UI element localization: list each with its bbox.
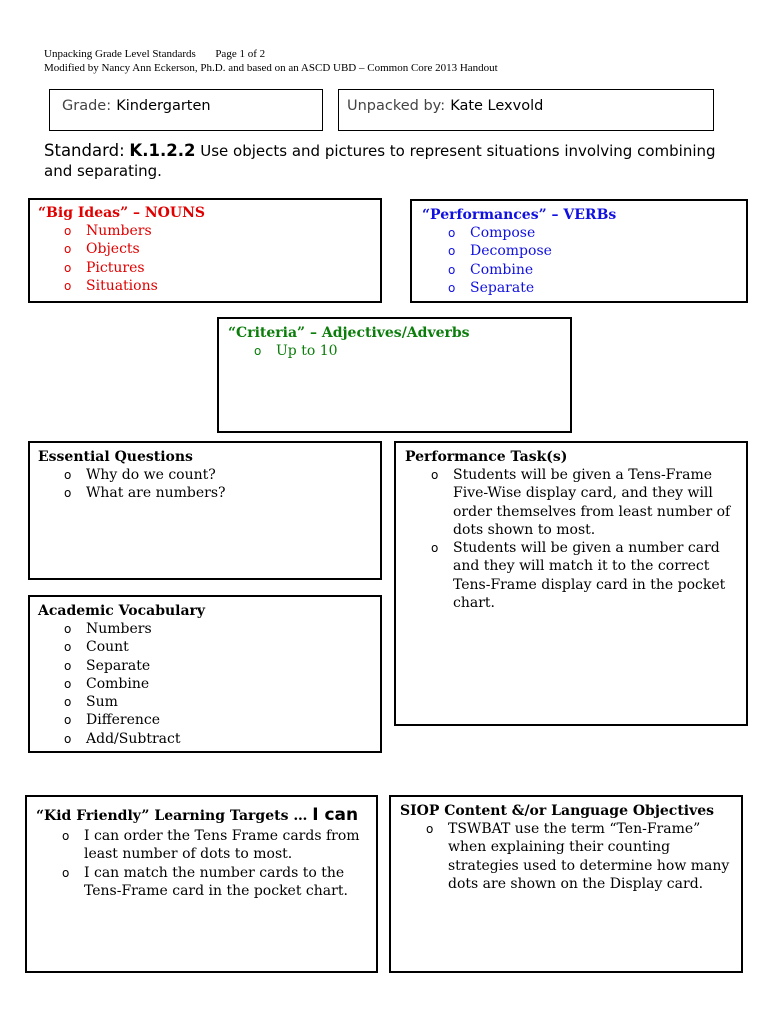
academic-vocabulary-list: [38, 620, 380, 748]
list-item: o Add/Subtract: [64, 730, 181, 747]
performance-tasks-box: [394, 441, 748, 726]
standard-text: Use objects and pictures to represent situations involving combining and separating.: [44, 142, 716, 180]
list-item: o I can order the Tens Frame cards from least number of dots to most.: [62, 828, 360, 863]
list-item: o I can match the number cards to the Tens-Frame card in the pocket chart.: [62, 864, 348, 899]
list-item: o What are numbers?: [64, 485, 226, 502]
essential-questions-title: Essential Questions: [38, 449, 193, 465]
list-item: o Difference: [64, 712, 161, 729]
document-header: [44, 47, 744, 75]
big-ideas-title: “Big Ideas” – NOUNS: [38, 205, 205, 221]
header-attribution: Modified by Nancy Ann Eckerson, Ph.D. and based on an ASCD UBD – Common Core 2013 Handout: [44, 62, 498, 74]
list-item: o Students will be given a number card and they will match it to the correct Tens-Frame display card in the pocket chart.: [431, 540, 726, 612]
criteria-box: [217, 317, 572, 433]
grade-value: Kindergarten: [116, 98, 211, 114]
grade-label: Grade:: [62, 98, 112, 114]
unpacked-by-label: Unpacked by:: [347, 98, 446, 114]
performances-box: [410, 199, 748, 303]
learning-targets-title: “Kid Friendly” Learning Targets … I can: [36, 805, 359, 825]
list-item: o Objects: [64, 241, 140, 258]
big-ideas-list: [38, 222, 380, 295]
performance-tasks-title: Performance Task(s): [405, 449, 568, 465]
list-item: o Count: [64, 639, 129, 656]
siop-list: [400, 820, 731, 893]
list-item: o Students will be given a Tens-Frame Five-Wise display card, and they will order themselves from least number of dots shown to most.: [431, 467, 731, 538]
standard-code: K.1.2.2: [129, 141, 196, 160]
essential-questions-box: [28, 441, 382, 580]
standard-statement: [44, 141, 734, 181]
list-item: o Sum: [64, 694, 118, 711]
learning-targets-list: [36, 827, 364, 900]
page-number: Page 1 of 2: [215, 48, 266, 60]
header-title: Unpacking Grade Level Standards: [44, 48, 196, 60]
unpacked-by-value: Kate Lexvold: [450, 98, 544, 114]
list-item: o Numbers: [64, 621, 152, 637]
criteria-list: [228, 342, 570, 360]
i-can-emphasis: I can: [312, 805, 359, 825]
unpacked-by-box: [338, 89, 714, 131]
academic-vocabulary-title: Academic Vocabulary: [38, 603, 206, 619]
learning-targets-box: [25, 795, 378, 973]
siop-title: SIOP Content &/or Language Objectives: [400, 803, 715, 819]
list-item: o Combine: [64, 675, 150, 692]
standard-label: Standard:: [44, 141, 125, 160]
academic-vocabulary-box: [28, 595, 382, 753]
list-item: o Pictures: [64, 259, 145, 276]
performance-tasks-list: [405, 466, 734, 612]
criteria-title: “Criteria” – Adjectives/Adverbs: [228, 325, 470, 341]
performances-title: “Performances” – VERBs: [422, 207, 617, 223]
list-item: o Separate: [64, 657, 151, 674]
big-ideas-box: [28, 198, 382, 303]
list-item: o Combine: [448, 261, 534, 278]
list-item: o Up to 10: [254, 343, 338, 359]
siop-objectives-box: [389, 795, 743, 973]
list-item: o Numbers: [64, 223, 152, 239]
list-item: o Separate: [448, 279, 535, 296]
list-item: o TSWBAT use the term “Ten-Frame” when explaining their counting strategies used to determine how many dots are shown on the Display card.: [426, 821, 730, 892]
list-item: o Decompose: [448, 243, 552, 260]
list-item: o Situations: [64, 277, 158, 294]
performances-list: [422, 224, 746, 297]
list-item: o Compose: [448, 225, 536, 241]
list-item: o Why do we count?: [64, 467, 216, 483]
grade-box: [49, 89, 323, 131]
essential-questions-list: [38, 466, 380, 503]
